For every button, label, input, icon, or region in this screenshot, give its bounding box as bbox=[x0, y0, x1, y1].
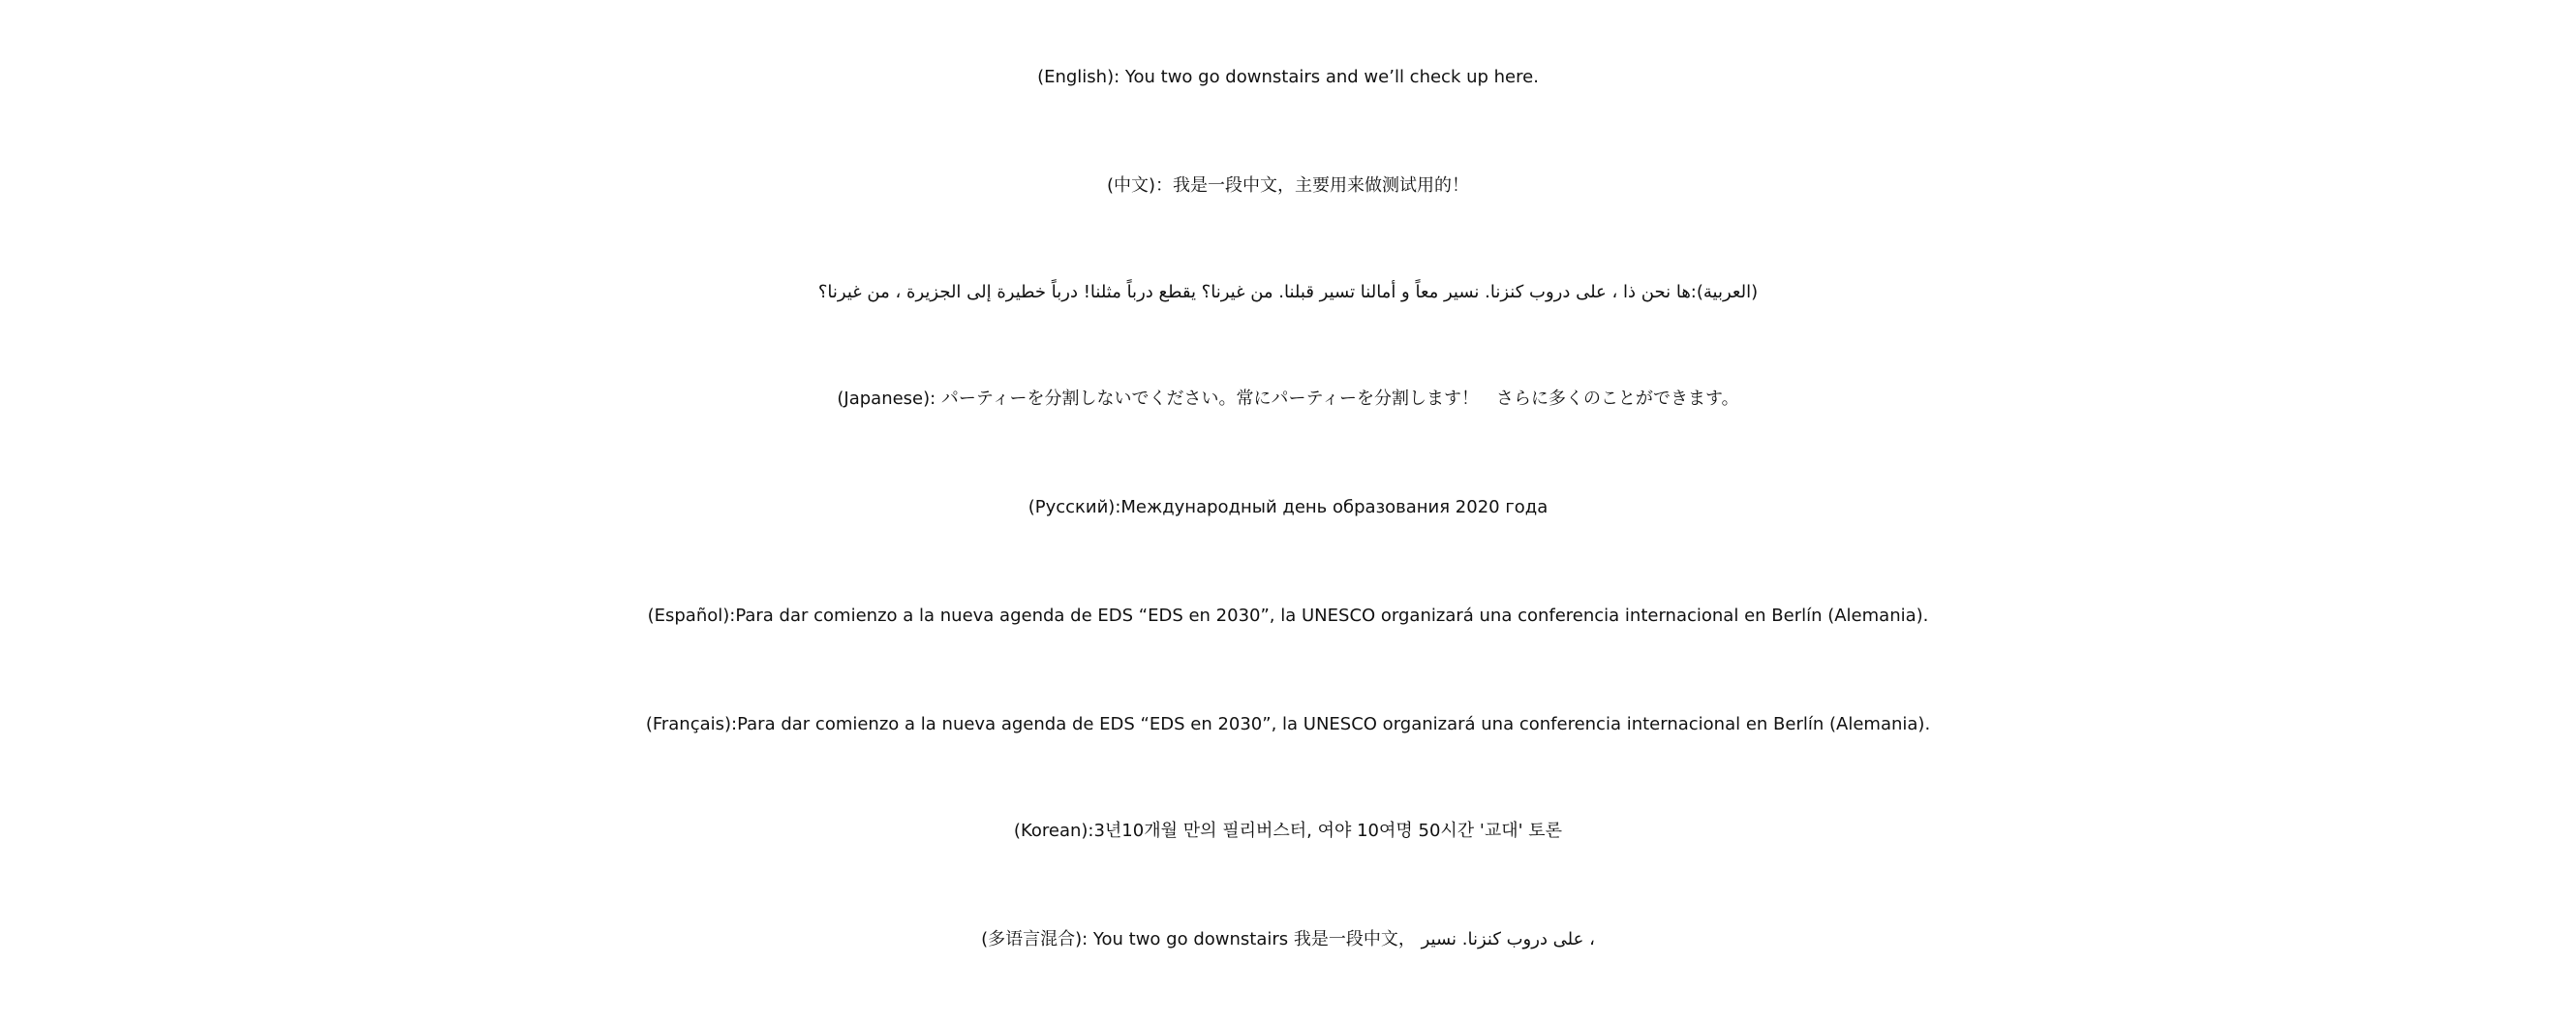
english-line: (English): You two go downstairs and we’ll check up here. bbox=[1037, 67, 1539, 87]
mixed-language-arabic-text: ، على دروب كنزنا. نسير bbox=[1421, 929, 1595, 949]
russian-line: (Русский):Международный день образования 2020 года bbox=[1027, 497, 1549, 517]
chinese-line: (中文)：我是一段中文，主要用来做测试用的！ bbox=[1106, 175, 1470, 196]
spanish-line: (Español):Para dar comienzo a la nueva agenda de EDS “EDS en 2030”, la UNESCO organizará una conferencia internacional en Berlín (Alemania). bbox=[647, 606, 1929, 626]
korean-line: (Korean):3년10개월 만의 필리버스터, 여야 10여명 50시간 '교대' 토론 bbox=[1013, 821, 1563, 841]
arabic-line: (العربية):ها نحن ذا ، على دروب كنزنا. نسير معاً و أمالنا تسير قبلنا. من غيرنا؟ يقطع درباً مثلنا! درباً خطيرة إلى الجزيرة ، من غيرنا؟ bbox=[817, 282, 1759, 302]
mixed-language-lead-text: (多语言混合): You two go downstairs 我是一段中文， bbox=[981, 929, 1416, 949]
japanese-line: (Japanese): パーティーを分割しないでください。常にパーティーを分割します！ さらに多くのことができます。 bbox=[837, 389, 1739, 409]
french-line: (Français):Para dar comienzo a la nueva agenda de EDS “EDS en 2030”, la UNESCO organizará una conferencia internacional en Berlín (Alemania). bbox=[645, 714, 1931, 734]
mixed-language-line bbox=[0, 918, 2576, 961]
